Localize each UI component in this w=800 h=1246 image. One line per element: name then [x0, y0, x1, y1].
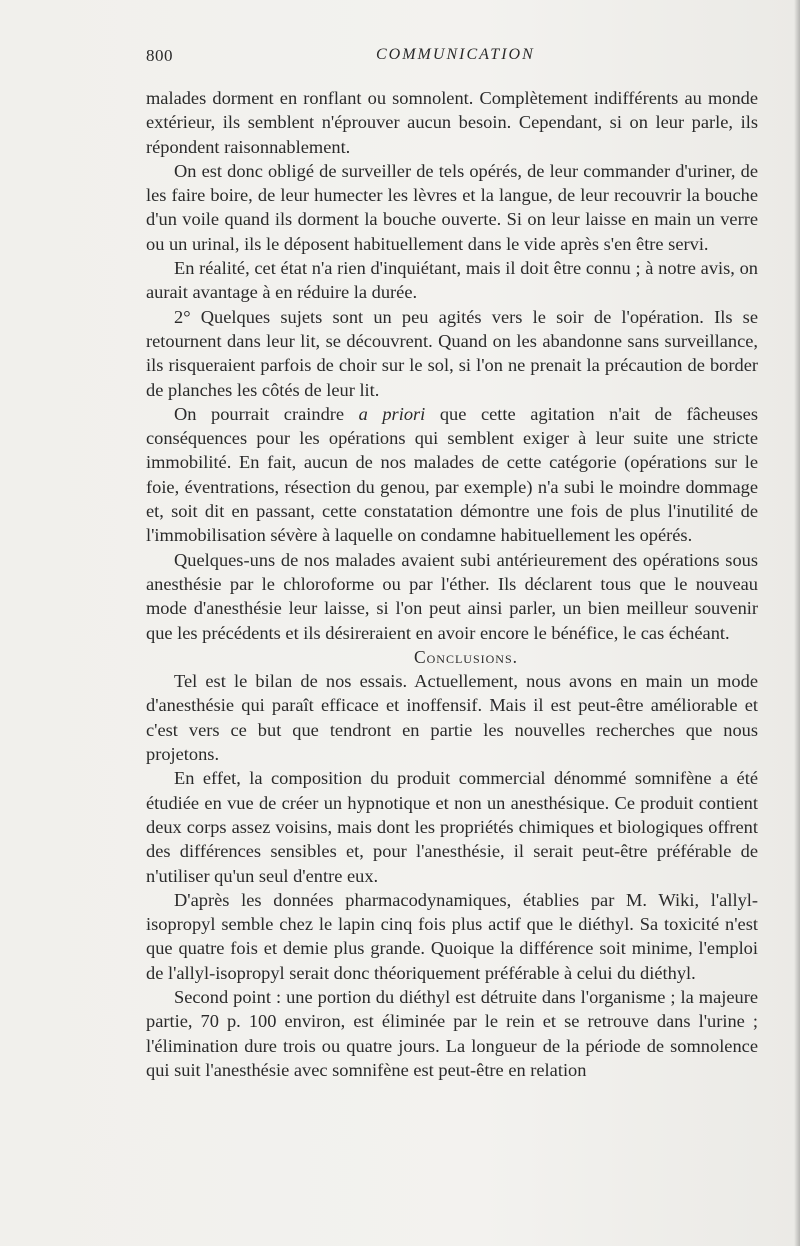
page-number: 800	[146, 46, 173, 65]
italic-a-priori: a priori	[358, 403, 426, 424]
page-body	[146, 86, 758, 1082]
paragraph-3: En réalité, cet état n'a rien d'inquiétant, mais il doit être connu ; à notre avis, on aurait avantage à en réduire la durée.	[146, 258, 758, 303]
paragraph-5-start: On pourrait craindre	[174, 403, 359, 424]
page-header	[146, 46, 758, 70]
paragraph-9: D'après les données pharmacodynamiques, établies par M. Wiki, l'allyl-isopropyl semble chez le lapin cinq fois plus actif que le diéthyl. Sa toxicité n'est que quatre fois et demie plus grande. Quoique la différence soit minime, l'emploi de l'allyl-isopropyl serait donc théoriquement préférable à celui du diéthyl.	[146, 889, 758, 983]
paragraph-10: Second point : une portion du diéthyl est détruite dans l'organisme ; la majeure partie, 70 p. 100 environ, est éliminée par le rein et se retrouve dans l'urine ; l'élimination dure trois ou quatre jours. La longueur de la période de somnolence qui suit l'anesthésie avec somnifène est peut-être en relation	[146, 986, 758, 1080]
paragraph-5	[146, 402, 758, 548]
page-edge-shadow	[794, 0, 800, 1246]
paragraph-8: En effet, la composition du produit commercial dénommé somnifène a été étudiée en vue de créer un hypnotique et non un anesthésique. Ce produit contient deux corps assez voisins, mais dont les propriétés chimiques et biologiques offrent des différences sensibles et, pour l'anesthésie, il serait peut-être préférable de n'utiliser qu'un seul d'entre eux.	[146, 768, 758, 886]
paragraph-4: 2° Quelques sujets sont un peu agités vers le soir de l'opération. Ils se retournent dans leur lit, se découvrent. Quand on les abandonne sans surveillance, ils risqueraient parfois de choir sur le sol, si l'on ne prenait la précaution de border de planches les côtés de leur lit.	[146, 306, 758, 400]
paragraph-1: malades dorment en ronflant ou somnolent. Complètement indifférents au monde extérieur, ils semblent n'éprouver aucun besoin. Cependant, si on leur parle, ils répondent raisonnablement.	[146, 88, 758, 157]
running-title: COMMUNICATION	[376, 46, 535, 63]
paragraph-2: On est donc obligé de surveiller de tels opérés, de leur commander d'uriner, de les faire boire, de leur humecter les lèvres et la langue, de leur recouvrir la bouche d'un voile quand ils dorment la bouche ouverte. Si on leur laisse en main un verre ou un urinal, ils le déposent habituellement dans le vide après s'en être servi.	[146, 160, 758, 254]
paragraph-7: Tel est le bilan de nos essais. Actuellement, nous avons en main un mode d'anesthésie qui paraît efficace et inoffensif. Mais il est peut-être améliorable et c'est vers ce but que tendront en partie les nouvelles recherches que nous projetons.	[146, 671, 758, 765]
paragraph-6: Quelques-uns de nos malades avaient subi antérieurement des opérations sous anesthésie par le chloroforme ou par l'éther. Ils déclarent tous que le nouveau mode d'anesthésie leur laisse, si l'on peut ainsi parler, un bien meilleur souvenir que les précédents et ils désireraient en avoir encore le bénéfice, le cas échéant.	[146, 549, 758, 643]
paragraph-5-rest: que cette agitation n'ait de fâcheuses conséquences pour les opérations qui semblent exiger à leur suite une stricte immobilité. En fait, aucun de nos malades de cette catégorie (opérations sur le foie, éventrations, résection du genou, par exemple) n'a subi le moindre dommage et, soit dit en passant, cette constatation démontre une fois de plus l'inutilité de l'immobilisation sévère à laquelle on condamne habituellement les opérés.	[146, 403, 758, 546]
section-heading-conclusions: Conclusions.	[413, 646, 519, 667]
